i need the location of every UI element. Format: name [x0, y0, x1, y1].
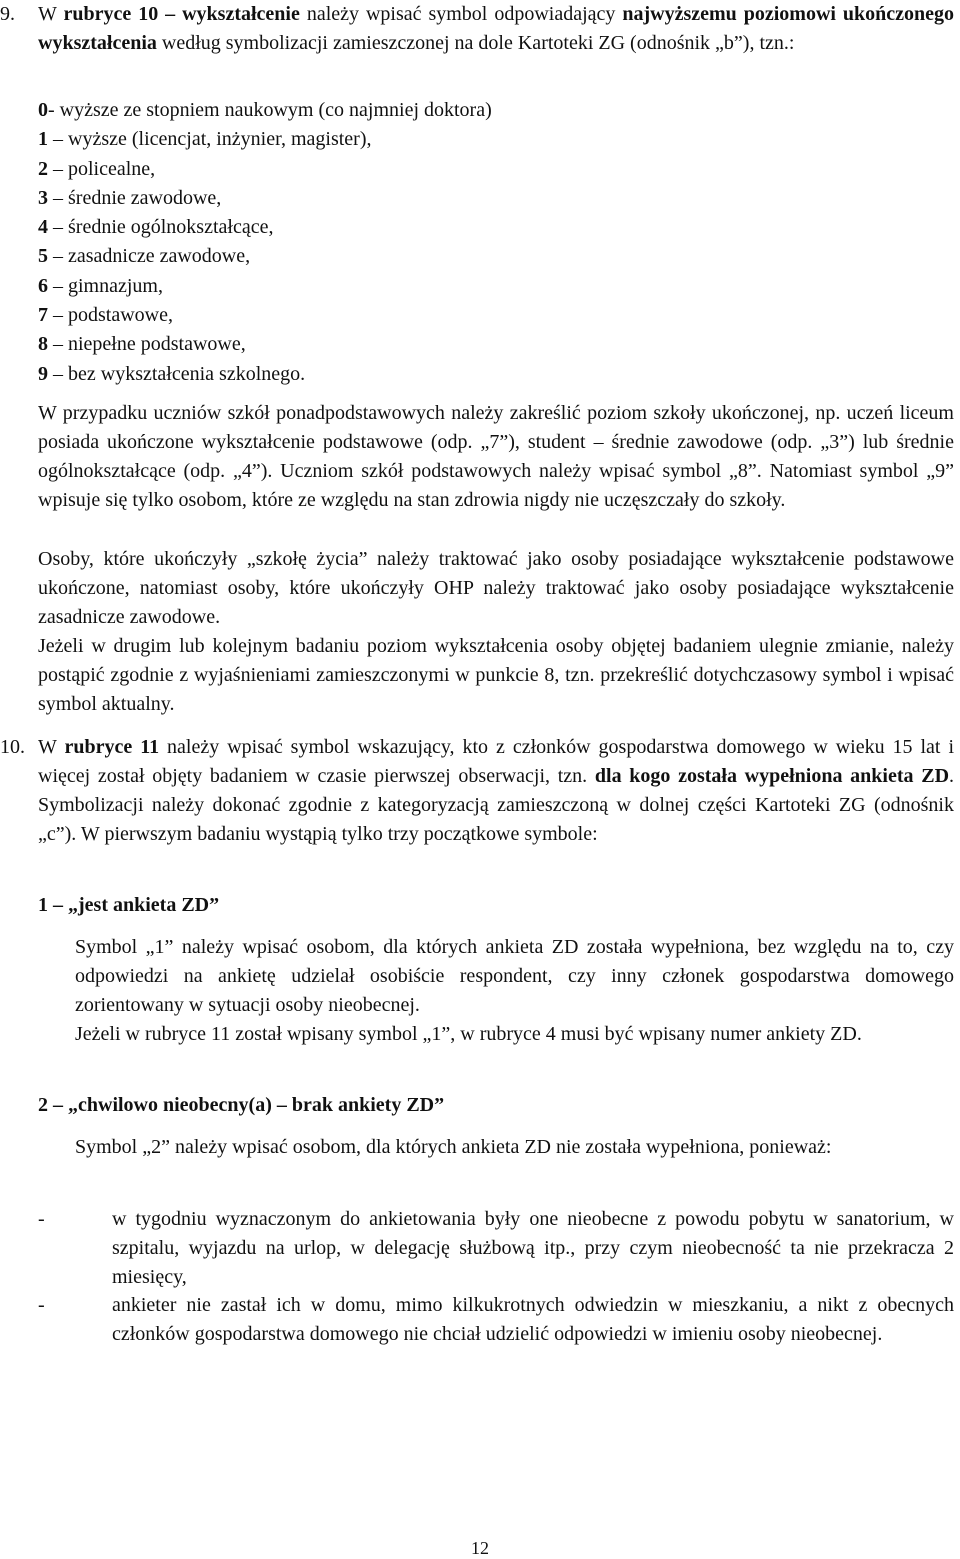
- education-level-8: [38, 330, 492, 359]
- education-level-4: [38, 213, 492, 242]
- symbol-1-heading: 1 – „jest ankieta ZD”: [38, 894, 220, 916]
- item-10-intro: [0, 733, 954, 849]
- item-9-intro-text: [38, 0, 954, 58]
- education-level-label: – policealne,: [48, 157, 156, 180]
- education-level-code: 0: [38, 99, 48, 121]
- education-level-7: [38, 301, 492, 330]
- education-level-3: [38, 184, 492, 213]
- education-level-0: [38, 96, 492, 125]
- education-level-code: 8: [38, 333, 48, 356]
- education-level-5: [38, 242, 492, 271]
- bullet-item-2: ankieter nie zastał ich w domu, mimo kilkukrotnych odwiedzin w mieszkaniu, a nikt z obecnych członków gospodarstwa domowego nie chciał udzielić odpowiedzi w imieniu osoby nieobecnej.: [112, 1294, 954, 1345]
- item-9-paragraph-students: W przypadku uczniów szkół ponadpodstawowych należy zakreślić poziom szkoły ukończonej, np. uczeń liceum posiada ukończone wykształcenie podstawowe (odp. „7”), student – średnie zawodowe (odp. „3”) lub średnie ogólnokształcące (odp. „4”). Uczniom szkół podstawowych należy wpisać symbol „8”. Natomiast symbol „9” wpisuje się tylko osobom, które ze względu na stan zdrowia nigdy nie uczęszczały do szkoły.: [38, 402, 954, 511]
- education-level-label: – podstawowe,: [48, 304, 173, 327]
- item-9-intro-run-2: należy wpisać symbol odpowiadający: [299, 3, 623, 25]
- education-level-code: 4: [38, 216, 48, 239]
- education-level-label: – gimnazjum,: [48, 274, 163, 297]
- education-level-label: – średnie zawodowe,: [48, 186, 222, 209]
- item-10-intro-run-3: dla kogo została wypełniona ankieta ZD: [594, 765, 950, 787]
- education-level-code: 5: [38, 245, 48, 268]
- item-10-intro-text: [38, 733, 954, 849]
- item-10-intro-run-2: należy wpisać symbol wskazujący, kto z członków gospodarstwa domowego w wieku 15 lat i więcej został objęty badaniem w czasie pierwszej obserwacji, tzn.: [38, 736, 955, 787]
- education-level-code: 1: [38, 128, 48, 151]
- education-level-label: – niepełne podstawowe,: [48, 333, 246, 356]
- item-10-intro-run-0: W: [38, 736, 65, 758]
- education-level-code: 9: [38, 362, 48, 385]
- education-level-label: – bez wykształcenia szkolnego.: [48, 362, 306, 385]
- item-10-number: 10.: [0, 736, 25, 758]
- education-level-label: – wyższe (licencjat, inżynier, magister),: [48, 128, 372, 151]
- symbol-2-paragraph: Symbol „2” należy wpisać osobom, dla których ankieta ZD nie została wypełniona, ponieważ:: [75, 1136, 832, 1158]
- education-level-code: 6: [38, 274, 48, 297]
- bullet-item-1: w tygodniu wyznaczonym do ankietowania były one nieobecne z powodu pobytu w sanatorium, w szpitalu, wyjazdu na urlop, w delegację służbową itp., przy czym nieobecność ta nie przekracza 2 miesięcy,: [112, 1208, 954, 1288]
- education-level-2: [38, 155, 492, 184]
- education-level-label: - wyższe ze stopniem naukowym (co najmniej doktora): [48, 99, 492, 121]
- bullet-marker-1: -: [38, 1208, 45, 1230]
- item-9-paragraph-change: Jeżeli w drugim lub kolejnym badaniu poziom wykształcenia osoby objętej badaniem ulegnie zmianie, należy postąpić zgodnie z wyjaśnieniami zamieszczonymi w punkcie 8, tzn. przekreślić dotychczasowy symbol i wpisać symbol aktualny.: [38, 635, 954, 715]
- item-9-intro-run-3: najwyższemu poziomowi ukończonego wykształcenia: [38, 3, 955, 54]
- symbol-1-note: Jeżeli w rubryce 11 został wpisany symbol „1”, w rubryce 4 musi być wpisany numer ankiety ZD.: [75, 1023, 862, 1045]
- item-9-intro: [0, 0, 954, 58]
- item-9-number: 9.: [0, 3, 15, 25]
- item-9-paragraph-school-of-life: Osoby, które ukończyły „szkołę życia” należy traktować jako osoby posiadające wykształcenie podstawowe ukończone, natomiast osoby, które ukończyły OHP należy traktować jako osoby posiadające wykształcenie zasadnicze zawodowe.: [38, 548, 954, 628]
- symbol-2-heading: 2 – „chwilowo nieobecny(a) – brak ankiety ZD”: [38, 1094, 445, 1116]
- education-level-code: 7: [38, 304, 48, 327]
- item-10-intro-run-1: rubryce 11: [64, 736, 160, 758]
- education-level-code: 3: [38, 186, 48, 209]
- item-10-intro-run-4: . Symbolizacji należy dokonać zgodnie z kategoryzacją zamieszczoną w dolnej części Kartoteki ZG (odnośnik „c”). W pierwszym badaniu wystąpią tylko trzy początkowe symbole:: [38, 765, 955, 845]
- education-level-9: [38, 360, 492, 389]
- bullet-marker-2: -: [38, 1294, 45, 1316]
- education-level-1: [38, 125, 492, 154]
- education-level-label: – średnie ogólnokształcące,: [48, 216, 274, 239]
- item-9-intro-run-1: rubryce 10 – wykształcenie: [63, 3, 300, 25]
- education-level-code: 2: [38, 157, 48, 180]
- education-level-label: – zasadnicze zawodowe,: [48, 245, 251, 268]
- item-9-intro-run-4: według symbolizacji zamieszczonej na dole Kartoteki ZG (odnośnik „b”), tzn.:: [156, 32, 795, 54]
- item-9-intro-run-0: W: [38, 3, 64, 25]
- symbol-1-paragraph: Symbol „1” należy wpisać osobom, dla których ankieta ZD została wypełniona, bez względu na to, czy odpowiedzi na ankietę udzielał osobiście respondent, czy inny członek gospodarstwa domowego zorientowany w sytuacji osoby nieobecnej.: [75, 936, 954, 1016]
- education-level-6: [38, 272, 492, 301]
- education-levels-list: [38, 96, 492, 389]
- page-number: 12: [471, 1538, 489, 1558]
